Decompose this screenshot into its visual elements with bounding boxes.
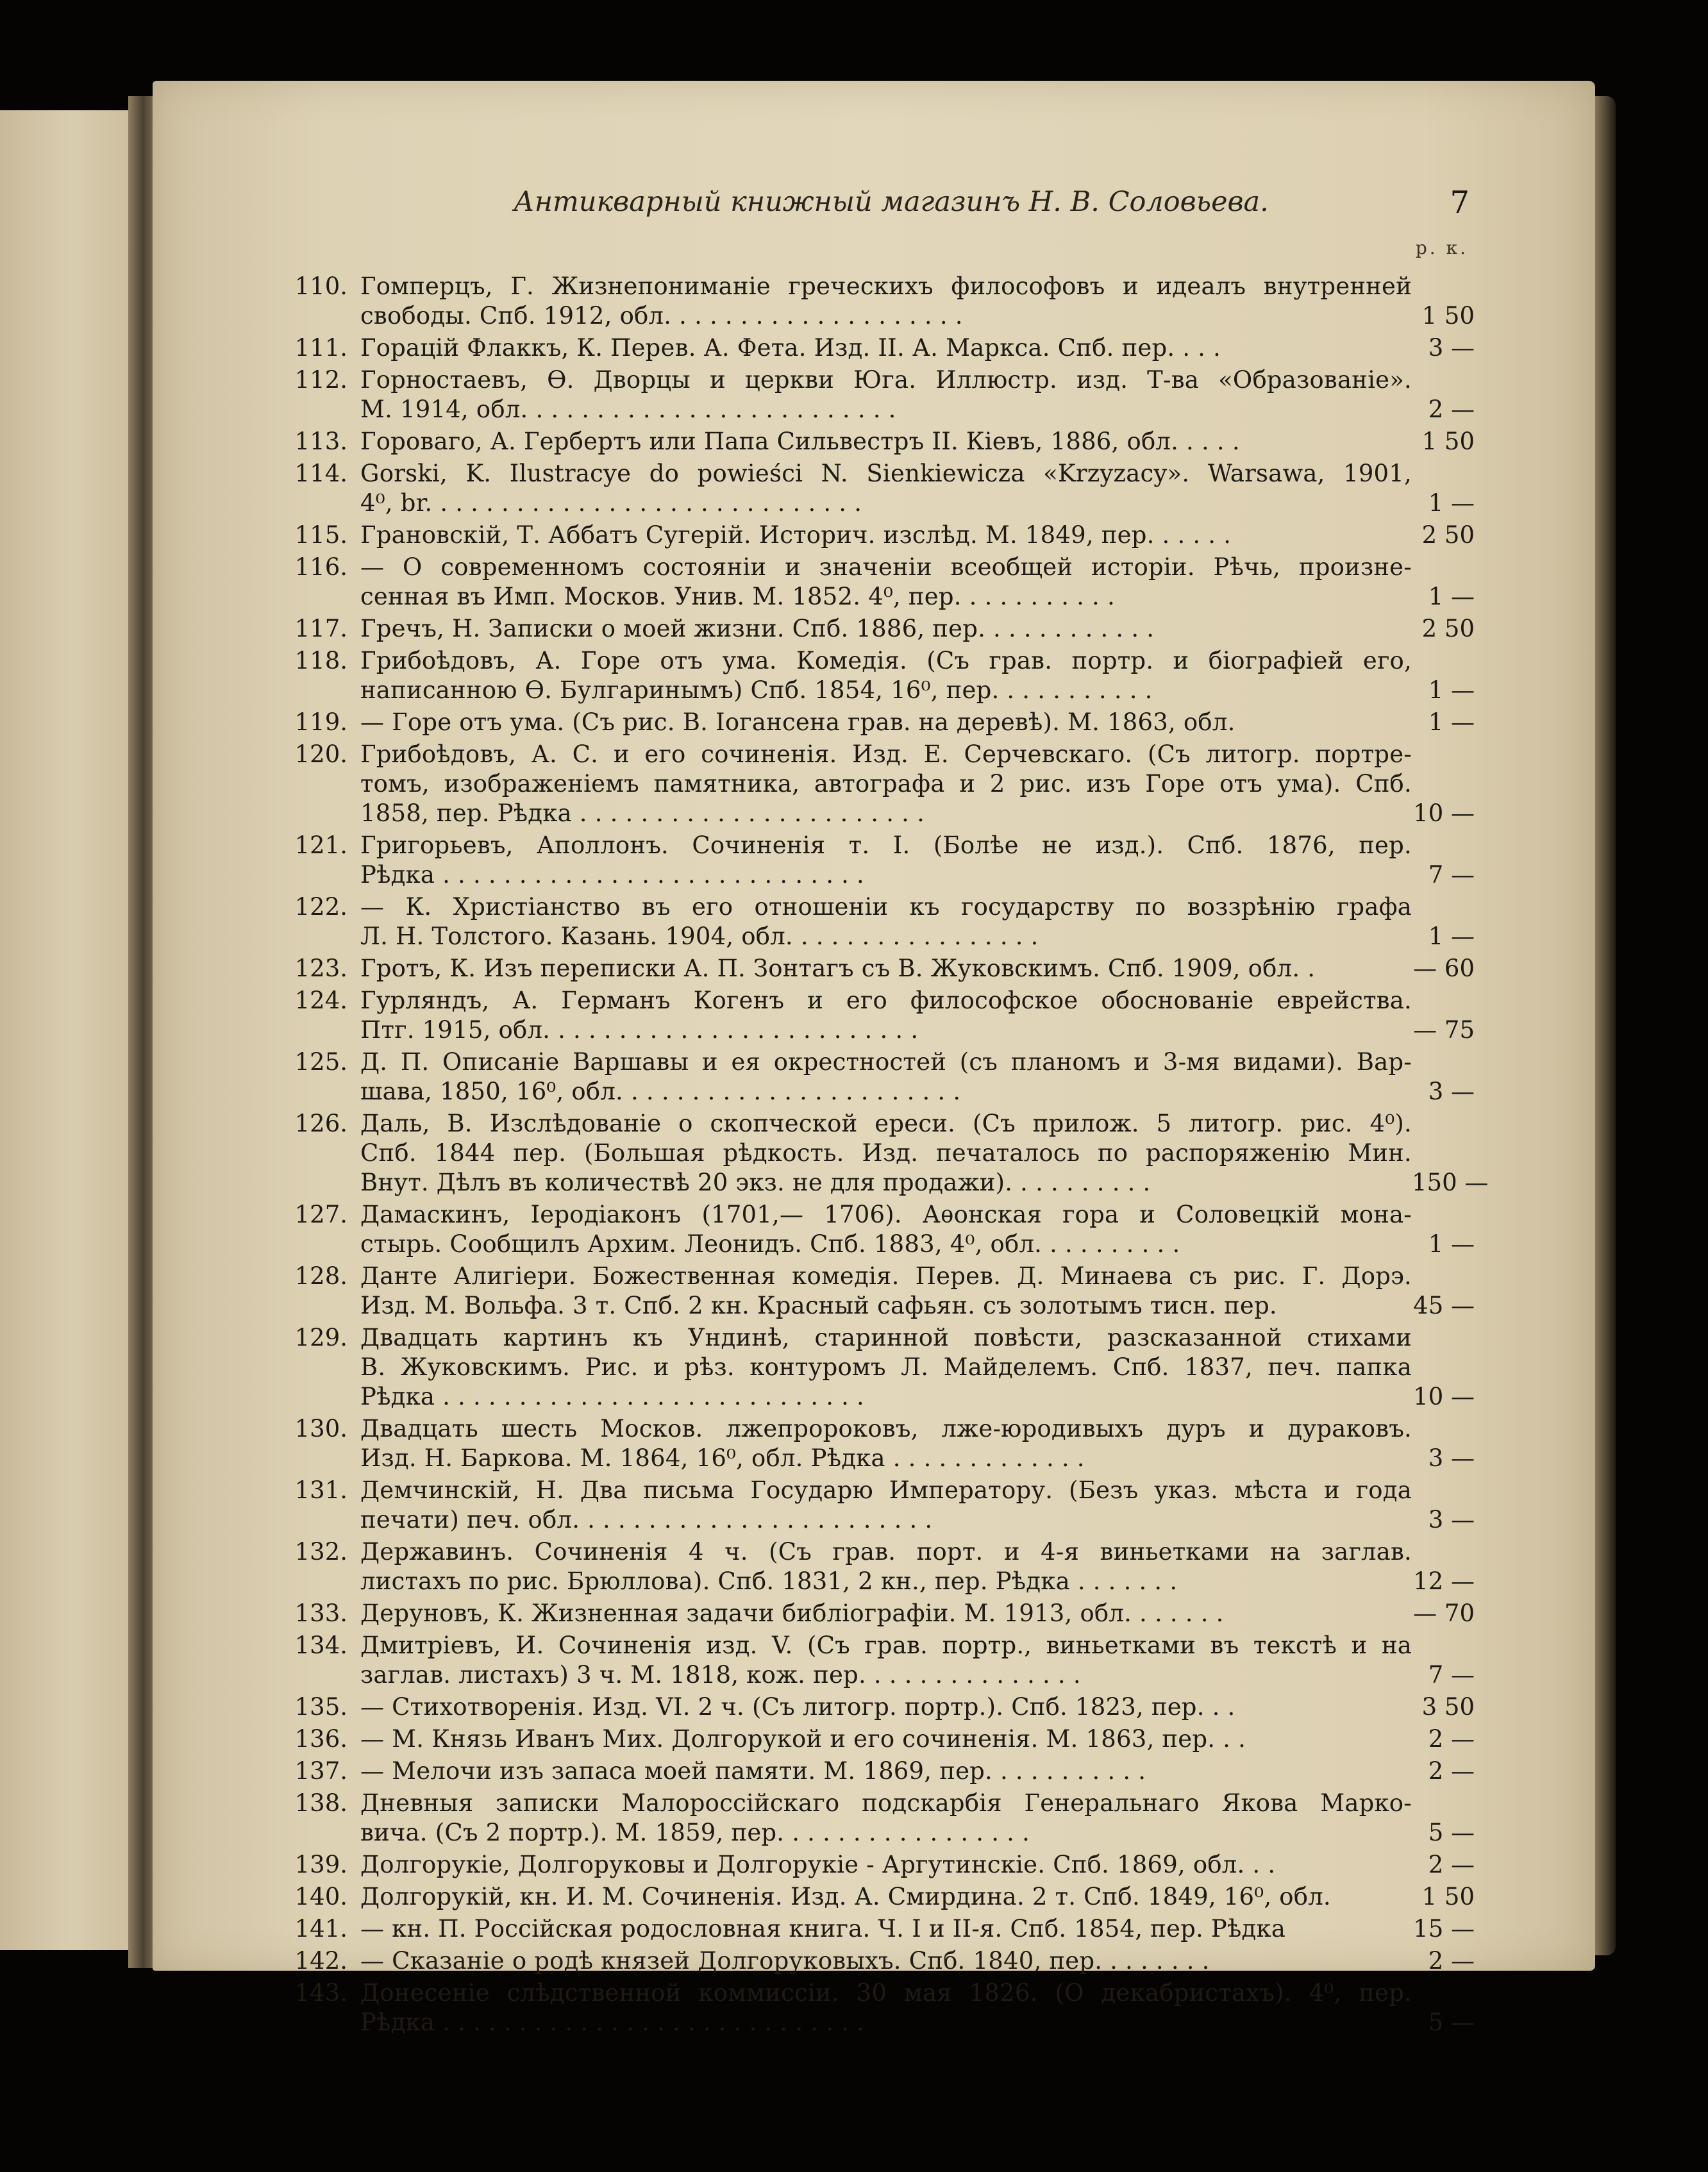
- entry-line: Gorski, K. Ilustracye do powieści N. Sienkiewicza «Krzyzacy». Warsawa, 1901,: [360, 460, 1412, 487]
- entry-description: [360, 1882, 1412, 1912]
- entry-description: [360, 1914, 1412, 1944]
- entry-number: 124.: [294, 987, 347, 1014]
- entry-price: 1 —: [1428, 1230, 1475, 1258]
- entry-line: Долгорукіе, Долгоруковы и Долгорукіе - Аргутинскіе. Спб. 1869, обл. . .: [360, 1851, 1276, 1878]
- entry-line: Дамаскинъ, Іеродіаконъ (1701,— 1706). Аѳонская гора и Соловецкій мона-: [360, 1201, 1412, 1228]
- entry-line: — Сказаніе о родѣ князей Долгоруковыхъ. Спб. 1840, пер. . . . . . . .: [360, 1947, 1210, 1975]
- entry-description: [360, 1323, 1412, 1412]
- entry-line: Д. П. Описаніе Варшавы и ея окрестностей (съ планомъ и 3-мя видами). Вар-: [360, 1048, 1412, 1076]
- entry-number: 131.: [294, 1476, 347, 1504]
- entry-description: [360, 646, 1412, 705]
- entry-line: томъ, изображеніемъ памятника, автографа и 2 рис. изъ Горе отъ ума). Спб.: [360, 770, 1412, 798]
- entry-price: 1 50: [1421, 428, 1475, 455]
- catalog-entry: [276, 646, 1475, 705]
- entry-line: Григорьевъ, Аполлонъ. Сочиненія т. I. (Болѣе не изд.). Спб. 1876, пер.: [360, 831, 1412, 859]
- entry-line: 4⁰, br. . . . . . . . . . . . . . . . . . . . . . . . . . . . .: [360, 489, 862, 517]
- catalog-entry: [276, 1631, 1475, 1690]
- entry-number: 118.: [294, 647, 347, 674]
- entry-line: Гомперцъ, Г. Жизнепониманіе греческихъ философовъ и идеалъ внутренней: [360, 272, 1412, 300]
- entry-description: [360, 831, 1412, 890]
- entry-number: 126.: [294, 1110, 347, 1137]
- catalog-entry: [276, 1323, 1475, 1412]
- entry-price: 10 —: [1413, 1383, 1475, 1410]
- entry-description: [360, 1599, 1412, 1628]
- entry-number: 114.: [294, 460, 347, 487]
- catalog-entry: [276, 1262, 1475, 1321]
- entry-price: — 75: [1413, 1016, 1475, 1044]
- entry-number: 115.: [294, 521, 347, 549]
- entry-number: 122.: [294, 893, 347, 921]
- entry-line: М. 1914, обл. . . . . . . . . . . . . . . . . . . . . . . . .: [360, 396, 896, 423]
- entry-price: 2 —: [1428, 1725, 1475, 1753]
- entry-number: 138.: [294, 1789, 347, 1817]
- catalog-entry: [276, 1882, 1475, 1912]
- entry-price: 1 —: [1428, 676, 1475, 704]
- entry-price: 2 50: [1421, 521, 1475, 549]
- price-column-heading: р. к.: [1415, 237, 1468, 258]
- entry-line: — кн. П. Россійская родословная книга. Ч. I и II-я. Спб. 1854, пер. Рѣдка: [360, 1915, 1286, 1942]
- catalog-entry: [276, 740, 1475, 828]
- catalog-entry: [276, 892, 1475, 951]
- entry-number: 125.: [294, 1048, 347, 1076]
- entry-line: Грановскій, Т. Аббатъ Сугерій. Историч. изслѣд. М. 1849, пер. . . . . .: [360, 521, 1232, 549]
- entry-price: — 60: [1413, 955, 1475, 982]
- entry-description: [360, 1757, 1412, 1786]
- entry-line: Грибоѣдовъ, А. Горе отъ ума. Комедія. (Съ грав. портр. и біографіей его,: [360, 647, 1412, 674]
- entry-price: 1 —: [1428, 923, 1475, 950]
- catalog-entry: [276, 614, 1475, 644]
- catalog-entry: [276, 333, 1475, 363]
- entry-number: 137.: [294, 1757, 347, 1785]
- entry-line: Гротъ, К. Изъ переписки А. П. Зонтагъ съ В. Жуковскимъ. Спб. 1909, обл. .: [360, 955, 1316, 982]
- entry-number: 136.: [294, 1725, 347, 1753]
- entry-price: 45 —: [1413, 1292, 1475, 1319]
- entry-line: Рѣдка . . . . . . . . . . . . . . . . . . . . . . . . . . . .: [360, 1383, 865, 1410]
- entry-description: [360, 1789, 1412, 1848]
- entry-price: 3 —: [1428, 1506, 1475, 1533]
- entry-line: Двадцать картинъ къ Ундинѣ, старинной повѣсти, разсказанной стихами: [360, 1324, 1412, 1351]
- catalog-entry: [276, 1692, 1475, 1722]
- catalog-entry: [276, 1109, 1489, 1198]
- entry-price: 3 50: [1421, 1693, 1475, 1721]
- entry-line: вича. (Съ 2 портр.). М. 1859, пер. . . . . . . . . . . . . . . . .: [360, 1819, 1030, 1846]
- entry-line: Изд. М. Вольфа. 3 т. Спб. 2 кн. Красный сафьян. съ золотымъ тисн. пер.: [360, 1292, 1277, 1319]
- catalog-entry: [276, 521, 1475, 550]
- entry-description: [360, 1200, 1412, 1259]
- entry-line: Долгорукій, кн. И. М. Сочиненія. Изд. А. Смирдина. 2 т. Спб. 1849, 16⁰, обл.: [360, 1883, 1331, 1910]
- entry-number: 140.: [294, 1883, 347, 1910]
- entry-description: [360, 1476, 1412, 1535]
- entry-price: — 70: [1413, 1600, 1475, 1627]
- entry-description: [360, 708, 1412, 737]
- entry-description: [360, 272, 1412, 331]
- catalog-entry: [276, 986, 1475, 1045]
- catalog-entries: [276, 272, 1489, 2040]
- catalog-entry: [276, 1850, 1475, 1880]
- entry-price: 5 —: [1428, 2009, 1475, 2036]
- entry-description: [360, 892, 1412, 951]
- catalog-entry: [276, 427, 1475, 456]
- entry-price: 1 50: [1421, 302, 1475, 330]
- catalog-entry: [276, 1200, 1475, 1259]
- entry-line: Горацій Флаккъ, К. Перев. А. Фета. Изд. II. А. Маркса. Спб. пер. . . .: [360, 334, 1221, 362]
- entry-price: 3 —: [1428, 1078, 1475, 1105]
- entry-number: 123.: [294, 955, 347, 982]
- entry-price: 15 —: [1413, 1915, 1475, 1942]
- entry-price: 10 —: [1413, 799, 1475, 827]
- entry-line: — Стихотворенія. Изд. VI. 2 ч. (Съ литогр. портр.). Спб. 1823, пер. . .: [360, 1693, 1235, 1721]
- entry-line: Дмитріевъ, И. Сочиненія изд. V. (Съ грав. портр., виньетками въ текстѣ и на: [360, 1632, 1412, 1659]
- catalog-entry: [276, 272, 1475, 331]
- entry-line: Рѣдка . . . . . . . . . . . . . . . . . . . . . . . . . . . .: [360, 2009, 865, 2036]
- entry-line: написанною Ѳ. Булгаринымъ) Спб. 1854, 16⁰, пер. . . . . . . . . . .: [360, 676, 1153, 704]
- entry-line: Изд. Н. Баркова. М. 1864, 16⁰, обл. Рѣдка . . . . . . . . . . . . .: [360, 1444, 1085, 1472]
- entry-line: — М. Князь Иванъ Мих. Долгорукой и его сочиненія. М. 1863, пер. . .: [360, 1725, 1246, 1753]
- entry-description: [360, 1414, 1412, 1473]
- catalog-entry: [276, 954, 1475, 983]
- entry-description: [360, 521, 1412, 550]
- entry-line: Рѣдка . . . . . . . . . . . . . . . . . . . . . . . . . . . .: [360, 861, 865, 889]
- catalog-entry: [276, 1725, 1475, 1754]
- entry-price: 3 —: [1428, 334, 1475, 362]
- catalog-entry: [276, 831, 1475, 890]
- entry-line: сенная въ Имп. Москов. Унив. М. 1852. 4⁰, пер. . . . . . . . . . .: [360, 583, 1115, 610]
- catalog-entry: [276, 1414, 1475, 1473]
- entry-description: [360, 1946, 1412, 1976]
- entry-line: Птг. 1915, обл. . . . . . . . . . . . . . . . . . . . . . . . .: [360, 1016, 919, 1044]
- entry-price: 12 —: [1413, 1567, 1475, 1595]
- catalog-entry: [276, 1789, 1475, 1848]
- entry-number: 130.: [294, 1415, 347, 1442]
- entry-number: 142.: [294, 1947, 347, 1975]
- entry-line: Горностаевъ, Ѳ. Дворцы и церкви Юга. Иллюстр. изд. Т-ва «Образованіе».: [360, 366, 1412, 394]
- entry-line: 1858, пер. Рѣдка . . . . . . . . . . . . . . . . . . . . . . .: [360, 799, 925, 827]
- entry-line: Державинъ. Сочиненія 4 ч. (Съ грав. порт. и 4-я виньетками на заглав.: [360, 1538, 1412, 1566]
- entry-description: [360, 365, 1412, 424]
- entry-description: [360, 553, 1412, 612]
- catalog-entry: [276, 1476, 1475, 1535]
- catalog-entry: [276, 553, 1475, 612]
- entry-line: Данте Алигіери. Божественная комедія. Перев. Д. Минаева съ рис. Г. Дорэ.: [360, 1262, 1412, 1290]
- catalog-entry: [276, 1757, 1475, 1786]
- entry-line: Деруновъ, К. Жизненная задачи библіографіи. М. 1913, обл. . . . . . .: [360, 1600, 1224, 1627]
- entry-price: 7 —: [1428, 861, 1475, 889]
- entry-line: — К. Христіанство въ его отношеніи къ государству по воззрѣнію графа: [360, 893, 1412, 921]
- entry-number: 132.: [294, 1538, 347, 1566]
- entry-description: [360, 1692, 1412, 1722]
- entry-number: 134.: [294, 1632, 347, 1659]
- entry-number: 121.: [294, 831, 347, 859]
- entry-line: печати) печ. обл. . . . . . . . . . . . . . . . . . . . . . . .: [360, 1506, 933, 1533]
- entry-price: 1 —: [1428, 583, 1475, 610]
- catalog-entry: [276, 1914, 1475, 1944]
- entry-line: Л. Н. Толстого. Казань. 1904, обл. . . . . . . . . . . . . . . . .: [360, 923, 1039, 950]
- entry-line: — Горе отъ ума. (Съ рис. В. Іогансена грав. на деревѣ). М. 1863, обл.: [360, 708, 1235, 736]
- entry-line: Гороваго, А. Гербертъ или Папа Сильвестръ II. Кіевъ, 1886, обл. . . . .: [360, 428, 1240, 455]
- entry-number: 117.: [294, 615, 347, 642]
- entry-description: [360, 459, 1412, 518]
- catalog-entry: [276, 1048, 1475, 1107]
- entry-price: 7 —: [1428, 1661, 1475, 1689]
- entry-price: 150 —: [1412, 1169, 1489, 1196]
- entry-description: [360, 1725, 1412, 1754]
- page-number: 7: [1450, 185, 1469, 221]
- entry-number: 110.: [294, 272, 347, 300]
- entry-line: Спб. 1844 пер. (Большая рѣдкость. Изд. печаталось по распоряженію Мин.: [360, 1139, 1412, 1167]
- entry-line: Грибоѣдовъ, А. С. и его сочиненія. Изд. Е. Серчевскаго. (Съ литогр. портре-: [360, 740, 1412, 768]
- entry-line: Внут. Дѣлъ въ количествѣ 20 экз. не для продажи). . . . . . . . . .: [360, 1169, 1151, 1196]
- entry-description: [360, 1850, 1412, 1880]
- entry-line: Даль, В. Изслѣдованіе о скопческой ереси. (Съ прилож. 5 литогр. рис. 4⁰).: [360, 1110, 1412, 1137]
- entry-number: 128.: [294, 1262, 347, 1290]
- left-page-edge: [0, 110, 128, 1950]
- entry-line: Гурляндъ, А. Германъ Когенъ и его философское обоснованіе еврейства.: [360, 987, 1412, 1014]
- catalog-entry: [276, 1599, 1475, 1628]
- entry-number: 141.: [294, 1915, 347, 1942]
- running-title: Антикварный книжный магазинъ Н. В. Соловьева.: [514, 186, 1269, 218]
- entry-line: Двадцать шесть Москов. лжепророковъ, лже-юродивыхъ дуръ и дураковъ.: [360, 1415, 1412, 1442]
- entry-number: 129.: [294, 1324, 347, 1351]
- entry-price: 1 50: [1421, 1883, 1475, 1910]
- entry-description: [360, 1978, 1412, 2037]
- entry-line: Гречъ, Н. Записки о моей жизни. Спб. 1886, пер. . . . . . . . . . . .: [360, 615, 1155, 642]
- entry-line: Донесеніе слѣдственной коммиссіи. 30 мая 1826. (О декабристахъ). 4⁰, пер.: [360, 1979, 1412, 2007]
- entry-line: листахъ по рис. Брюллова). Спб. 1831, 2 кн., пер. Рѣдка . . . . . . .: [360, 1567, 1178, 1595]
- entry-description: [360, 1537, 1412, 1596]
- entry-description: [360, 954, 1412, 983]
- entry-number: 111.: [294, 334, 347, 362]
- entry-price: 1 —: [1428, 708, 1475, 736]
- entry-number: 139.: [294, 1851, 347, 1878]
- entry-number: 119.: [294, 708, 347, 736]
- entry-description: [360, 333, 1412, 363]
- entry-line: Демчинскій, Н. Два письма Государю Императору. (Безъ указ. мѣста и года: [360, 1476, 1412, 1504]
- entry-price: 3 —: [1428, 1444, 1475, 1472]
- entry-number: 127.: [294, 1201, 347, 1228]
- entry-line: стырь. Сообщилъ Архим. Леонидъ. Спб. 1883, 4⁰, обл. . . . . . . . . .: [360, 1230, 1180, 1258]
- entry-price: 2 —: [1428, 1947, 1475, 1975]
- entry-number: 135.: [294, 1693, 347, 1721]
- entry-number: 120.: [294, 740, 347, 768]
- entry-line: заглав. листахъ) 3 ч. М. 1818, кож. пер. . . . . . . . . . . . . . .: [360, 1661, 1081, 1689]
- entry-price: 1 —: [1428, 489, 1475, 517]
- entry-line: Дневныя записки Малороссійскаго подскарбія Генеральнаго Якова Марко-: [360, 1789, 1412, 1817]
- catalog-entry: [276, 1537, 1475, 1596]
- entry-price: 2 50: [1421, 615, 1475, 642]
- entry-line: — О современномъ состояніи и значеніи всеобщей исторіи. Рѣчь, произне-: [360, 553, 1412, 581]
- entry-line: — Мелочи изъ запаса моей памяти. М. 1869, пер. . . . . . . . . . .: [360, 1757, 1146, 1785]
- entry-line: В. Жуковскимъ. Рис. и рѣз. контуромъ Л. Майделемъ. Спб. 1837, печ. папка: [360, 1353, 1412, 1381]
- entry-number: 133.: [294, 1600, 347, 1627]
- catalog-entry: [276, 708, 1475, 737]
- entry-description: [360, 740, 1412, 828]
- catalog-entry: [276, 1978, 1475, 2037]
- entry-line: шава, 1850, 16⁰, обл. . . . . . . . . . . . . . . . . . . . . . .: [360, 1078, 961, 1105]
- catalog-entry: [276, 1946, 1475, 1976]
- entry-number: 143.: [294, 1979, 347, 2007]
- entry-description: [360, 1262, 1412, 1321]
- entry-line: свободы. Спб. 1912, обл. . . . . . . . . . . . . . . . . . . .: [360, 302, 963, 330]
- catalog-entry: [276, 365, 1475, 424]
- entry-price: 2 —: [1428, 396, 1475, 423]
- entry-price: 2 —: [1428, 1757, 1475, 1785]
- entry-description: [360, 1109, 1412, 1198]
- entry-price: 2 —: [1428, 1851, 1475, 1878]
- entry-number: 116.: [294, 553, 347, 581]
- entry-price: 5 —: [1428, 1819, 1475, 1846]
- entry-description: [360, 614, 1412, 644]
- entry-description: [360, 1631, 1412, 1690]
- entry-description: [360, 1048, 1412, 1107]
- entry-number: 112.: [294, 366, 347, 394]
- entry-description: [360, 427, 1412, 456]
- entry-description: [360, 986, 1412, 1045]
- entry-number: 113.: [294, 428, 347, 455]
- catalog-entry: [276, 459, 1475, 518]
